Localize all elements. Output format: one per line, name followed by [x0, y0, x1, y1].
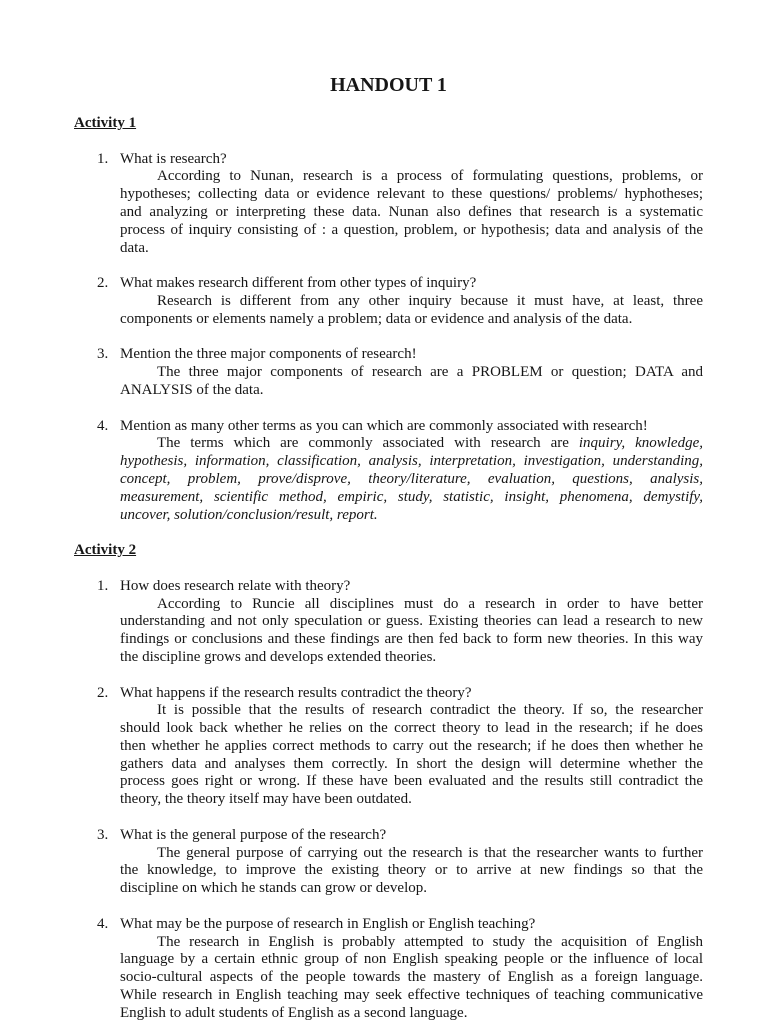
answer-text: components or elements namely a problem; data or evidence and analysis of the data.: [120, 310, 633, 327]
answer-line: [120, 1005, 703, 1023]
answer-text: The research in English is probably attempted to study the acquisition of English: [157, 933, 703, 950]
item-number: 4.: [97, 417, 109, 434]
answer-text: socio-cultural aspects of the people towards the mastery of English as a foreign language.: [120, 969, 703, 986]
answer-line: [120, 596, 703, 614]
answer-text: process goes right or wrong. If these have been evaluated and the results still contradict the: [120, 773, 703, 790]
italic-term-text: measurement, scientific method, empiric, study, statistic, insight, phenomena, demystify,: [120, 488, 703, 505]
answer-line: [120, 613, 703, 631]
question-text: Mention the three major components of research!: [120, 346, 417, 363]
answer-line: [120, 489, 703, 507]
answer-line: [120, 364, 703, 382]
question-line: [97, 684, 703, 703]
question-line: [97, 346, 703, 364]
answer-line: [120, 773, 703, 791]
answer-text: English to adult students of English as a second language.: [120, 1004, 468, 1021]
item-number: 1.: [97, 577, 109, 594]
question-text: What may be the purpose of research in English or English teaching?: [120, 915, 536, 932]
item-number: 3.: [97, 346, 109, 363]
list-item: [0, 346, 703, 399]
item-number: 3.: [97, 826, 109, 843]
answer-text: then whether he applies correct methods to carry out the research; if he does then whether he: [120, 737, 703, 754]
answer-line: [120, 382, 703, 400]
answer-text: data.: [120, 239, 149, 256]
item-number: 2.: [97, 275, 109, 292]
answer-text: While research in English teaching may seek effective techniques of teaching communicative: [120, 987, 703, 1004]
answer-line: [120, 987, 703, 1005]
italic-term-text: uncover, solution/conclusion/result, report.: [120, 506, 378, 523]
question-line: [97, 915, 703, 934]
answer-line: [120, 720, 703, 738]
list-item: [0, 578, 703, 667]
answer-line: [120, 862, 703, 880]
answer-text: the discipline grows and develops extended theories.: [120, 648, 437, 665]
answer-text: discipline on which he stands can grow or develop.: [120, 880, 428, 897]
question-text: Mention as many other terms as you can which are commonly associated with research!: [120, 417, 648, 434]
answer-text: theory, the theory itself may have been outdated.: [120, 791, 412, 808]
activity-heading: Activity 1: [74, 115, 137, 131]
question-line: [97, 275, 703, 293]
question-text: What is research?: [120, 150, 227, 167]
activity-heading: Activity 2: [74, 542, 137, 559]
answer-line: [120, 738, 703, 756]
answer-text: language by a certain ethnic group of non English speaking people or the influence of local: [120, 951, 703, 968]
answer-text: Research is different from any other inquiry because it must have, at least, three: [157, 292, 703, 309]
answer-line: [120, 507, 703, 525]
item-number: 1.: [97, 150, 109, 167]
list-item: [0, 151, 703, 258]
answer-line: [120, 791, 703, 809]
answer-line: [120, 204, 703, 222]
answer-text: The terms which are commonly associated with research are: [157, 435, 579, 452]
answer-line: [120, 435, 703, 453]
answer-line: [120, 186, 703, 204]
item-number: 2.: [97, 684, 109, 701]
list-item: [0, 275, 703, 328]
question-text: What is the general purpose of the research?: [120, 826, 387, 843]
answer-text: gathers data and analyses them correctly. In short the design will determine whether the: [120, 755, 703, 772]
answer-line: [120, 293, 703, 311]
italic-term-text: concept, problem, prove/disprove, theory/literature, evaluation, questions, analysis,: [120, 470, 703, 487]
answer-line: [120, 649, 703, 667]
answer-text: The general purpose of carrying out the research is that the researcher wants to further: [157, 844, 703, 861]
italic-term-text: inquiry, knowledge,: [578, 435, 703, 452]
answer-line: [120, 222, 703, 240]
question-line: [97, 577, 703, 596]
answer-line: [120, 951, 703, 969]
answer-line: [120, 471, 703, 489]
question-line: [97, 150, 703, 169]
answer-line: [120, 311, 703, 329]
answer-text: process of inquiry consisting of : a question, problem, or hypothesis; data and analysis of the: [120, 221, 703, 238]
answer-text: should look back whether he relies on the correct theory to lead in the research; if he does: [120, 720, 703, 737]
answer-line: [120, 631, 703, 649]
answer-text: and analyzing or interpreting these data. Nunan also defines that research is a systematic: [120, 203, 703, 220]
list-item: [0, 916, 703, 1023]
answer-line: [120, 880, 703, 898]
answer-line: [120, 934, 703, 952]
answer-text: It is possible that the results of research contradict the theory. If so, the researcher: [157, 702, 703, 719]
italic-term-text: hypothesis, information, classification, analysis, interpretation, investigation, understanding,: [120, 453, 703, 470]
list-item: [0, 418, 703, 525]
answer-text: The three major components of research are a PROBLEM or question; DATA and: [157, 364, 703, 381]
answer-text: According to Runcie all disciplines must do a research in order to have better: [157, 595, 703, 612]
answer-line: [120, 969, 703, 987]
item-number: 4.: [97, 915, 109, 932]
answer-line: [120, 702, 703, 720]
activity-section: [0, 115, 768, 524]
answer-text: According to Nunan, research is a process of formulating questions, problems, or: [157, 168, 703, 185]
page-title: HANDOUT 1: [330, 74, 447, 96]
answer-line: [120, 845, 703, 863]
answer-line: [120, 756, 703, 774]
list-item: [0, 685, 703, 810]
answer-text: hypotheses; collecting data or evidence relevant to these questions/ problems/ hyphotheses;: [120, 186, 703, 203]
list-item: [0, 827, 703, 898]
answer-line: [120, 168, 703, 186]
answer-text: understanding and not only speculation or guess. Existing theories can lead a research to new: [120, 613, 703, 630]
document-body: [0, 115, 768, 1023]
activity-section: [0, 542, 768, 1023]
question-text: What makes research different from other types of inquiry?: [120, 275, 477, 292]
answer-text: the knowledge, to improve the existing theory or to arrive at new findings so that the: [120, 862, 703, 879]
question-text: What happens if the research results contradict the theory?: [120, 684, 472, 701]
question-text: How does research relate with theory?: [120, 577, 351, 594]
answer-line: [120, 240, 703, 258]
question-line: [97, 826, 703, 845]
answer-text: findings or conclusions and these findings are then fed back to form new theories. In this way: [120, 631, 703, 648]
question-line: [97, 417, 703, 436]
answer-text: ANALYSIS of the data.: [120, 381, 264, 398]
answer-line: [120, 453, 703, 471]
